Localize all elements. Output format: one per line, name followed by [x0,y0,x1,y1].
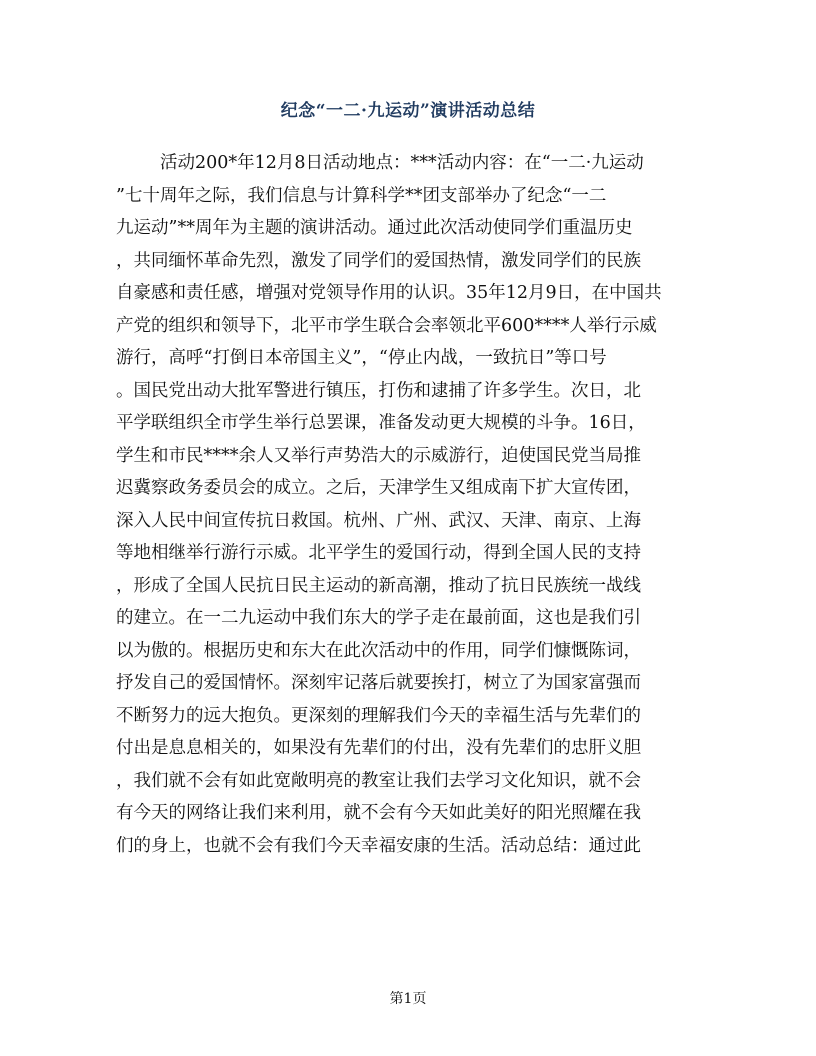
body-line: 迟冀察政务委员会的成立。之后，天津学生又组成南下扩大宣传团， [116,478,641,498]
document-title: 纪念“一二·九运动”演讲活动总结 [280,101,536,121]
body-line: 们的身上，也就不会有我们今天幸福安康的生活。活动总结：通过此 [116,835,641,856]
body-line: 产党的组织和领导下，北平市学生联合会率领北平600****人举行示威 [116,315,657,336]
body-line: 以为傲的。根据历史和东大在此次活动中的作用，同学们慷慨陈词， [116,640,641,661]
body-line: ，共同缅怀革命先烈，激发了同学们的爱国热情，激发同学们的民族 [116,250,641,271]
body-line: 不断努力的远大抱负。更深刻的理解我们今天的幸福生活与先辈们的 [116,705,641,726]
body-line: 平学联组织全市学生举行总罢课，准备发动更大规模的斗争。16日， [116,413,646,433]
body-line: ”七十周年之际，我们信息与计算科学**团支部举办了纪念“一二 [116,185,607,206]
body-line: 深入人民中间宣传抗日救国。杭州、广州、武汉、天津、南京、上海 [116,510,641,531]
body-line: ，我们就不会有如此宽敞明亮的教室让我们去学习文化知识，就不会 [116,770,641,791]
body-line: 学生和市民****余人又举行声势浩大的示威游行，迫使国民党当局推 [116,445,641,466]
page-number: 第1页 [389,991,427,1007]
body-line: ，形成了全国人民抗日民主运动的新高潮，推动了抗日民族统一战线 [116,575,641,596]
body-line: 。国民党出动大批军警进行镇压，打伤和逮捕了许多学生。次日，北 [116,380,641,401]
body-line: 付出是息息相关的，如果没有先辈们的付出，没有先辈们的忠肝义胆 [116,738,641,758]
body-line: 游行，高呼“打倒日本帝国主义”，“停止内战，一致抗日”等口号 [116,348,607,368]
body-line: 自豪感和责任感，增强对党领导作用的认识。35年12月9日，在中国共 [116,283,662,303]
body-line: 的建立。在一二九运动中我们东大的学子走在最前面，这也是我们引 [116,608,641,628]
document-body [116,147,688,862]
body-line: 九运动”**周年为主题的演讲活动。通过此次活动使同学们重温历史 [116,218,633,238]
body-line: 活动200*年12月8日活动地点：***活动内容：在“一二·九运动 [160,153,644,173]
body-line: 抒发自己的爱国情怀。深刻牢记落后就要挨打，树立了为国家富强而 [116,673,641,693]
body-line: 等地相继举行游行示威。北平学生的爱国行动，得到全国人民的支持 [116,543,641,563]
body-line: 有今天的网络让我们来利用，就不会有今天如此美好的阳光照耀在我 [116,803,641,823]
